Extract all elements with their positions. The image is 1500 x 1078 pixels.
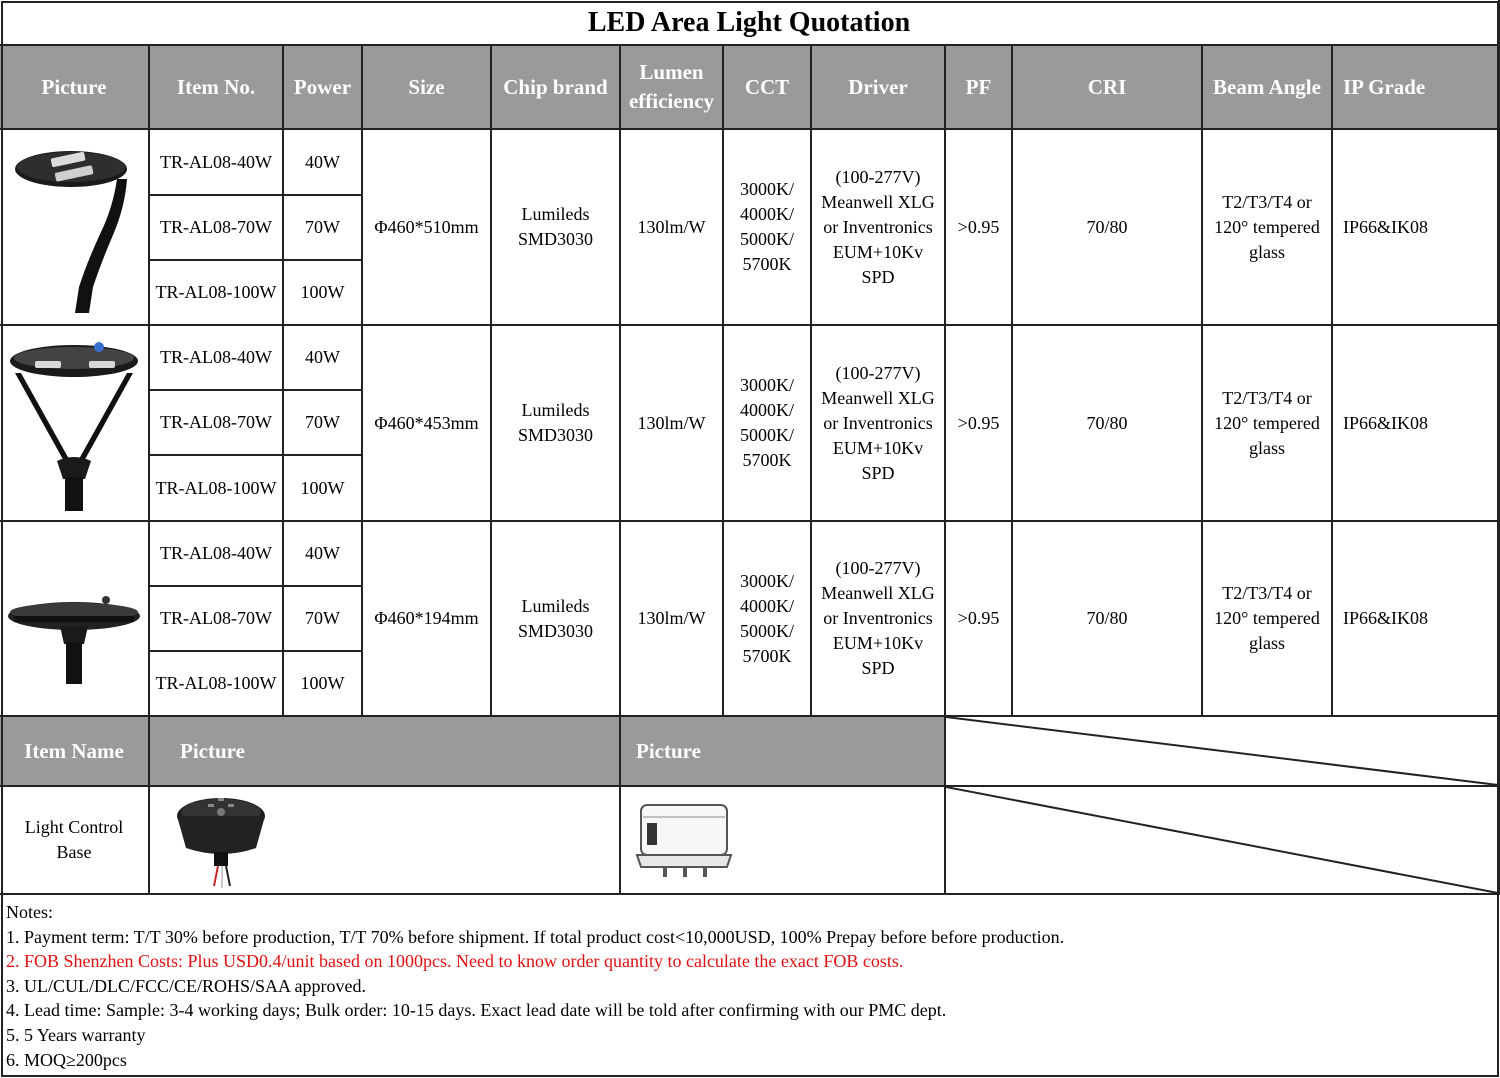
- ip-grade-cell: IP66&IK08: [1333, 130, 1500, 326]
- lumen-efficiency-cell: 130lm/W: [621, 522, 724, 717]
- power-cell: 40W: [284, 522, 363, 587]
- pf-cell: >0.95: [946, 522, 1013, 717]
- accessory-header-picture: Picture: [621, 717, 946, 787]
- power-cell: 40W: [284, 326, 363, 391]
- power-cell: 100W: [284, 261, 363, 326]
- area-light-v-frame-icon: [7, 333, 141, 513]
- note-item-highlight: 2. FOB Shenzhen Costs: Plus USD0.4/unit based on 1000pcs. Need to know order quantity to calculate the exact FOB costs.: [6, 951, 904, 972]
- photocell-socket-icon: [166, 790, 276, 890]
- header-beam-angle: Beam Angle: [1203, 46, 1333, 130]
- note-item: 4. Lead time: Sample: 3-4 working days; Bulk order: 10-15 days. Exact lead date will be told after confirming with our PMC dept.: [6, 1000, 947, 1021]
- header-item-no: Item No.: [150, 46, 284, 130]
- header-cri: CRI: [1013, 46, 1203, 130]
- chip-brand-cell: Lumileds SMD3030: [492, 522, 621, 717]
- product-picture: [0, 522, 150, 717]
- item-no-cell: TR-AL08-40W: [150, 326, 284, 391]
- accessory-header-picture: Picture: [150, 717, 621, 787]
- page-title: LED Area Light Quotation: [0, 0, 1500, 46]
- photocell-sensor-icon: [635, 795, 735, 885]
- cri-cell: 70/80: [1013, 522, 1203, 717]
- driver-cell: (100-277V) Meanwell XLG or Inventronics EUM+10Kv SPD: [812, 326, 946, 522]
- header-lumen-efficiency: Lumen efficiency: [621, 46, 724, 130]
- power-cell: 100W: [284, 652, 363, 717]
- beam-angle-cell: T2/T3/T4 or 120° tempered glass: [1203, 130, 1333, 326]
- header-driver: Driver: [812, 46, 946, 130]
- accessory-picture: [150, 787, 621, 895]
- cct-cell: 3000K/ 4000K/ 5000K/ 5700K: [724, 326, 812, 522]
- cri-cell: 70/80: [1013, 130, 1203, 326]
- power-cell: 70W: [284, 391, 363, 456]
- area-light-disc-icon: [4, 544, 144, 694]
- header-chip-brand: Chip brand: [492, 46, 621, 130]
- header-ip-grade: IP Grade: [1333, 46, 1500, 130]
- accessory-header-item-name: Item Name: [0, 717, 150, 787]
- item-no-cell: TR-AL08-70W: [150, 587, 284, 652]
- diagonal-line: [946, 717, 1498, 785]
- power-cell: 70W: [284, 196, 363, 261]
- notes-heading: Notes:: [6, 902, 53, 922]
- cct-cell: 3000K/ 4000K/ 5000K/ 5700K: [724, 522, 812, 717]
- note-item: 1. Payment term: T/T 30% before production, T/T 70% before shipment. If total product cost<10,000USD, 100% Prepay before before production.: [6, 926, 1065, 947]
- header-pf: PF: [946, 46, 1013, 130]
- size-cell: Φ460*510mm: [363, 130, 492, 326]
- item-no-cell: TR-AL08-100W: [150, 261, 284, 326]
- item-no-cell: TR-AL08-70W: [150, 196, 284, 261]
- driver-cell: (100-277V) Meanwell XLG or Inventronics EUM+10Kv SPD: [812, 130, 946, 326]
- item-no-cell: TR-AL08-40W: [150, 522, 284, 587]
- chip-brand-cell: Lumileds SMD3030: [492, 130, 621, 326]
- diagonal-line: [946, 787, 1498, 893]
- header-power: Power: [284, 46, 363, 130]
- item-no-cell: TR-AL08-70W: [150, 391, 284, 456]
- header-picture: Picture: [0, 46, 150, 130]
- ip-grade-cell: IP66&IK08: [1333, 522, 1500, 717]
- header-size: Size: [363, 46, 492, 130]
- notes-section: [6, 900, 1494, 1072]
- driver-cell: (100-277V) Meanwell XLG or Inventronics EUM+10Kv SPD: [812, 522, 946, 717]
- beam-angle-cell: T2/T3/T4 or 120° tempered glass: [1203, 326, 1333, 522]
- cct-cell: 3000K/ 4000K/ 5000K/ 5700K: [724, 130, 812, 326]
- lumen-efficiency-cell: 130lm/W: [621, 130, 724, 326]
- item-no-cell: TR-AL08-100W: [150, 652, 284, 717]
- blank-diagonal-cell: [946, 787, 1500, 895]
- header-cct: CCT: [724, 46, 812, 130]
- item-no-cell: TR-AL08-100W: [150, 456, 284, 522]
- note-item: 6. MOQ≥200pcs: [6, 1049, 127, 1070]
- note-item: 3. UL/CUL/DLC/FCC/CE/ROHS/SAA approved.: [6, 975, 367, 996]
- area-light-curved-arm-icon: [9, 137, 139, 317]
- cri-cell: 70/80: [1013, 326, 1203, 522]
- note-item: 5. 5 Years warranty: [6, 1024, 146, 1045]
- power-cell: 40W: [284, 130, 363, 196]
- product-picture: [0, 130, 150, 326]
- power-cell: 70W: [284, 587, 363, 652]
- chip-brand-cell: Lumileds SMD3030: [492, 326, 621, 522]
- size-cell: Φ460*194mm: [363, 522, 492, 717]
- product-picture: [0, 326, 150, 522]
- blank-diagonal-cell: [946, 717, 1500, 787]
- lumen-efficiency-cell: 130lm/W: [621, 326, 724, 522]
- ip-grade-cell: IP66&IK08: [1333, 326, 1500, 522]
- pf-cell: >0.95: [946, 130, 1013, 326]
- pf-cell: >0.95: [946, 326, 1013, 522]
- accessory-item-name: Light Control Base: [0, 787, 150, 895]
- accessory-picture: [621, 787, 946, 895]
- beam-angle-cell: T2/T3/T4 or 120° tempered glass: [1203, 522, 1333, 717]
- power-cell: 100W: [284, 456, 363, 522]
- size-cell: Φ460*453mm: [363, 326, 492, 522]
- item-no-cell: TR-AL08-40W: [150, 130, 284, 196]
